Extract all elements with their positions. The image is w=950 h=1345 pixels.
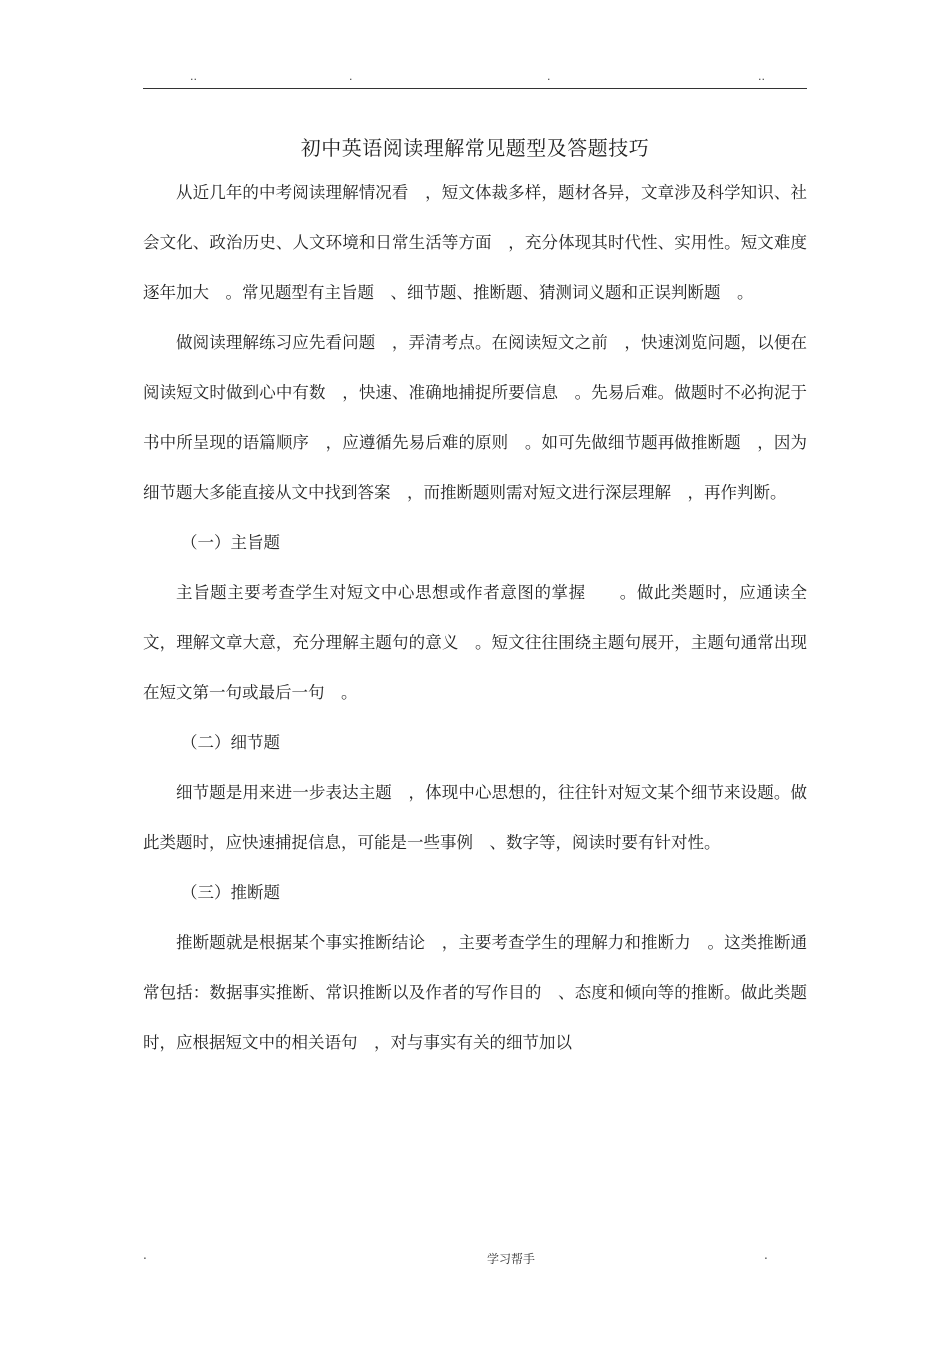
intro-paragraph: 从近几年的中考阅读理解情况看 ，短文体裁多样，题材各异，文章涉及科学知识、社会文化、政治历史、人文环境和日常生活等方面 ，充分体现其时代性、实用性。短文难度逐年加大 。常见题型有主旨题 、细节题、推断题、猜测词义题和正误判断题 。 <box>143 183 807 302</box>
document-body <box>143 168 807 1068</box>
footer-right-mark: . <box>764 1248 768 1262</box>
footer-left-mark: . <box>143 1248 147 1262</box>
header-mark-1: .. <box>190 70 197 83</box>
method-paragraph: 做阅读理解练习应先看问题 ，弄清考点。在阅读短文之前 ，快速浏览问题，以便在阅读短文时做到心中有数 ，快速、准确地捕捉所要信息 。先易后难。做题时不必拘泥于书中所呈现的语篇顺序 ，应遵循先易后难的原则 。如可先做细节题再做推断题 ，因为细节题大多能直接从文中找到答案 ，而推断题则需对短文进行深层理解 ，再作判断。 <box>143 333 807 502</box>
main-idea-paragraph: 主旨题主要考查学生对短文中心思想或作者意图的掌握 。做此类题时，应通读全文，理解文章大意，充分理解主题句的意义 。短文往往围绕主题句展开，主题句通常出现在短文第一句或最后一句 。 <box>143 583 807 702</box>
section-heading-inference: （三）推断题 <box>180 883 280 902</box>
header-mark-2: . <box>349 70 353 83</box>
inference-paragraph: 推断题就是根据某个事实推断结论 ，主要考查学生的理解力和推断力 。这类推断通常包括：数据事实推断、常识推断以及作者的写作目的 、态度和倾向等的推断。做此类题时，应根据短文中的相关语句 ，对与事实有关的细节加以 <box>143 933 807 1052</box>
header-rule <box>143 88 807 89</box>
section-heading-detail: （二）细节题 <box>180 733 280 752</box>
header-mark-4: .. <box>758 70 765 83</box>
document-title: 初中英语阅读理解常见题型及答题技巧 <box>300 136 650 160</box>
detail-paragraph: 细节题是用来进一步表达主题 ，体现中心思想的，往往针对短文某个细节来设题。做此类题时，应快速捕捉信息，可能是一些事例 、数字等，阅读时要有针对性。 <box>143 783 807 852</box>
footer-text: 学习帮手 <box>486 1252 535 1266</box>
section-heading-main-idea: （一）主旨题 <box>180 533 280 552</box>
header-mark-3: . <box>547 70 551 83</box>
